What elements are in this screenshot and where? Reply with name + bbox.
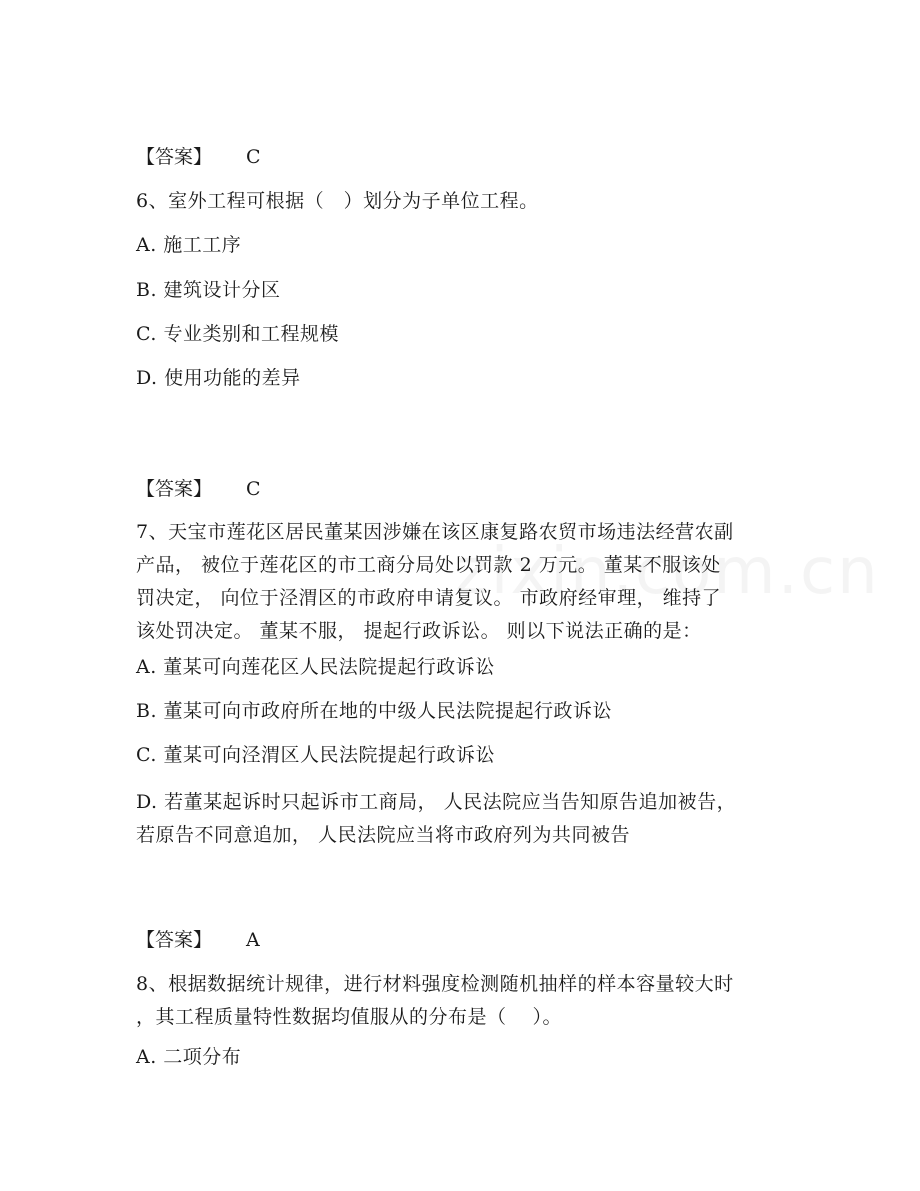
- answer-value: C: [246, 478, 261, 500]
- answer-row: [136, 478, 261, 500]
- answer-value: C: [246, 146, 261, 168]
- answer-row: [136, 146, 261, 168]
- question-7-option-d: [136, 786, 786, 852]
- question-7-line: 7、天宝市莲花区居民董某因涉嫌在该区康复路农贸市场违法经营农副: [136, 521, 734, 543]
- answer-row: [136, 929, 260, 951]
- question-7-line: 该处罚决定。 董某不服， 提起行政诉讼。 则以下说法正确的是：: [136, 620, 702, 642]
- option-d-line: D. 若董某起诉时只起诉市工商局， 人民法院应当告知原告追加被告，: [136, 791, 737, 813]
- question-7-option-c: C. 董某可向泾渭区人民法院提起行政诉讼: [136, 744, 495, 766]
- answer-label: 【答案】: [136, 929, 213, 951]
- question-7-option-b: B. 董某可向市政府所在地的中级人民法院提起行政诉讼: [136, 700, 613, 722]
- question-6-option-c: C. 专业类别和工程规模: [136, 323, 339, 345]
- answer-label: 【答案】: [136, 478, 213, 500]
- question-7-option-a: A. 董某可向莲花区人民法院提起行政诉讼: [136, 656, 495, 678]
- question-6-text: 6、室外工程可根据（ ）划分为子单位工程。: [136, 190, 539, 212]
- question-7-text: [136, 516, 786, 648]
- question-8-line: ，其工程质量特性数据均值服从的分布是（ ）。: [136, 1006, 563, 1028]
- answer-label: 【答案】: [136, 146, 213, 168]
- question-7-line: 罚决定， 向位于泾渭区的市政府申请复议。 市政府经审理， 维持了: [136, 587, 722, 609]
- question-6-option-d: D. 使用功能的差异: [136, 367, 301, 389]
- question-8-option-a: A. 二项分布: [136, 1046, 242, 1068]
- question-6-option-a: A. 施工工序: [136, 234, 242, 256]
- option-d-line: 若原告不同意追加， 人民法院应当将市政府列为共同被告: [136, 824, 631, 846]
- question-6-option-b: B. 建筑设计分区: [136, 279, 281, 301]
- question-8-line: 8、根据数据统计规律，进行材料强度检测随机抽样的样本容量较大时: [136, 973, 734, 995]
- question-7-line: 产品， 被位于莲花区的市工商分局处以罚款 2 万元。 董某不服该处: [136, 554, 721, 576]
- question-8-text: [136, 968, 786, 1034]
- answer-value: A: [246, 929, 260, 951]
